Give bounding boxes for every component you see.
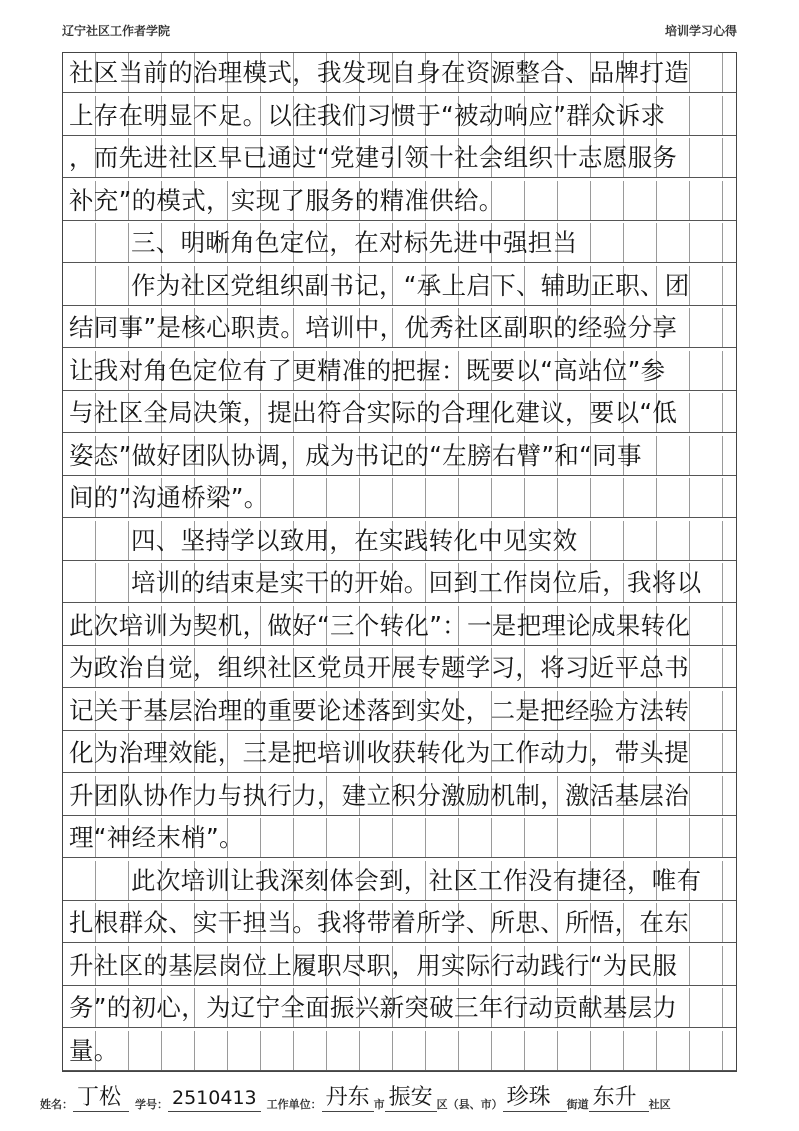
name-field (40, 1085, 129, 1112)
handwritten-text: ，而先进社区早已通过“党建引领十社会组织十志愿服务 (69, 143, 678, 172)
ruled-line (63, 436, 736, 476)
handwritten-text: 理“神经末梢”。 (69, 823, 244, 852)
ruled-line (63, 478, 736, 518)
page-header (62, 18, 737, 42)
city-value: 丹东 (322, 1085, 374, 1112)
handwritten-text: 升社区的基层岗位上履职尽职，用实际行动践行“为民服 (69, 950, 678, 980)
handwritten-text: 社区当前的治理模式，我发现自身在资源整合、品牌打造 (69, 58, 689, 87)
name-label: 姓名： (40, 1098, 73, 1111)
handwritten-text: 上存在明显不足。以往我们习惯于“被动响应”群众诉求 (69, 100, 666, 130)
handwritten-text: 三、明晰角色定位，在对标先进中强担当 (131, 228, 578, 257)
handwritten-text: 结同事”是核心职责。培训中，优秀社区副职的经验分享 (69, 313, 678, 342)
name-value: 丁松 (73, 1085, 129, 1112)
handwritten-text: 此次培训让我深刻体会到，社区工作没有捷径，唯有 (131, 865, 702, 895)
ruled-line (63, 988, 736, 1028)
ruled-line (63, 903, 736, 943)
ruled-line (63, 181, 736, 221)
street-value: 珍珠 (503, 1085, 567, 1112)
handwritten-text: 与社区全局决策，提出符合实际的合理化建议，要以“低 (69, 398, 678, 427)
ruled-line (63, 1031, 736, 1071)
handwritten-text: 为政治自觉，组织社区党员开展专题学习，将习近平总书 (69, 653, 689, 682)
ruled-line (63, 733, 736, 773)
work-unit-field (267, 1085, 671, 1112)
student-id-label: 学号： (135, 1098, 168, 1111)
handwritten-text: 此次培训为契机，做好“三个转化”：一是把理论成果转化 (69, 610, 691, 640)
ruled-sheet (62, 52, 737, 1072)
handwritten-text: 升团队协作力与执行力，建立积分激励机制，激活基层治 (69, 780, 689, 810)
handwritten-text: 量。 (69, 1035, 119, 1065)
student-id-field (135, 1085, 261, 1112)
student-id-value: 2510413 (168, 1085, 261, 1112)
community-label: 社区 (648, 1098, 671, 1111)
ruled-line (63, 393, 736, 433)
street-label: 街道 (566, 1098, 589, 1111)
handwritten-text: 培训的结束是实干的开始。回到工作岗位后，我将以 (131, 568, 702, 597)
handwritten-text: 间的”沟通桥梁”。 (69, 483, 269, 512)
district-value: 振安 (385, 1085, 437, 1112)
ruled-line (63, 223, 736, 263)
handwritten-text: 化为治理效能，三是把培训收获转化为工作动力，带头提 (69, 738, 689, 767)
ruled-line (63, 606, 736, 646)
city-label: 市 (373, 1098, 385, 1111)
work-unit-label: 工作单位： (266, 1098, 322, 1111)
community-value: 东升 (589, 1085, 649, 1112)
handwritten-text: 扎根群众、实干担当。我将带着所学、所思、所悟，在东 (69, 908, 689, 937)
ruled-line (63, 521, 736, 561)
handwritten-text: 补充”的模式，实现了服务的精准供给。 (69, 185, 504, 215)
ruled-line (63, 563, 736, 603)
ruled-line (63, 691, 736, 731)
ruled-line (63, 96, 736, 136)
ruled-line (63, 351, 736, 391)
ruled-line (63, 138, 736, 178)
ruled-line (63, 946, 736, 986)
handwritten-text: 记关于基层治理的重要论述落到实处，二是把经验方法转 (69, 695, 689, 725)
ruled-line (63, 266, 736, 306)
ruled-line (63, 818, 736, 858)
header-doc-type: 培训学习心得 (664, 23, 737, 38)
handwritten-text: 务”的初心，为辽宁全面振兴新突破三年行动贡献基层力 (69, 993, 678, 1022)
handwritten-text: 四、坚持学以致用，在实践转化中见实效 (131, 525, 578, 555)
ruled-line (63, 53, 736, 93)
header-institution: 辽宁社区工作者学院 (62, 23, 171, 38)
ruled-line (63, 861, 736, 901)
handwritten-text: 让我对角色定位有了更精准的把握：既要以“高站位”参 (69, 355, 666, 385)
ruled-line (63, 308, 736, 348)
ruled-line (63, 648, 736, 688)
signature-footer (40, 1076, 759, 1112)
handwritten-text: 姿态”做好团队协调，成为书记的“左膀右臂”和“同事 (69, 440, 642, 470)
district-label: 区（县、市） (436, 1098, 503, 1111)
ruled-line (63, 776, 736, 816)
handwritten-text: 作为社区党组织副书记，“承上启下、辅助正职、团 (131, 270, 690, 300)
